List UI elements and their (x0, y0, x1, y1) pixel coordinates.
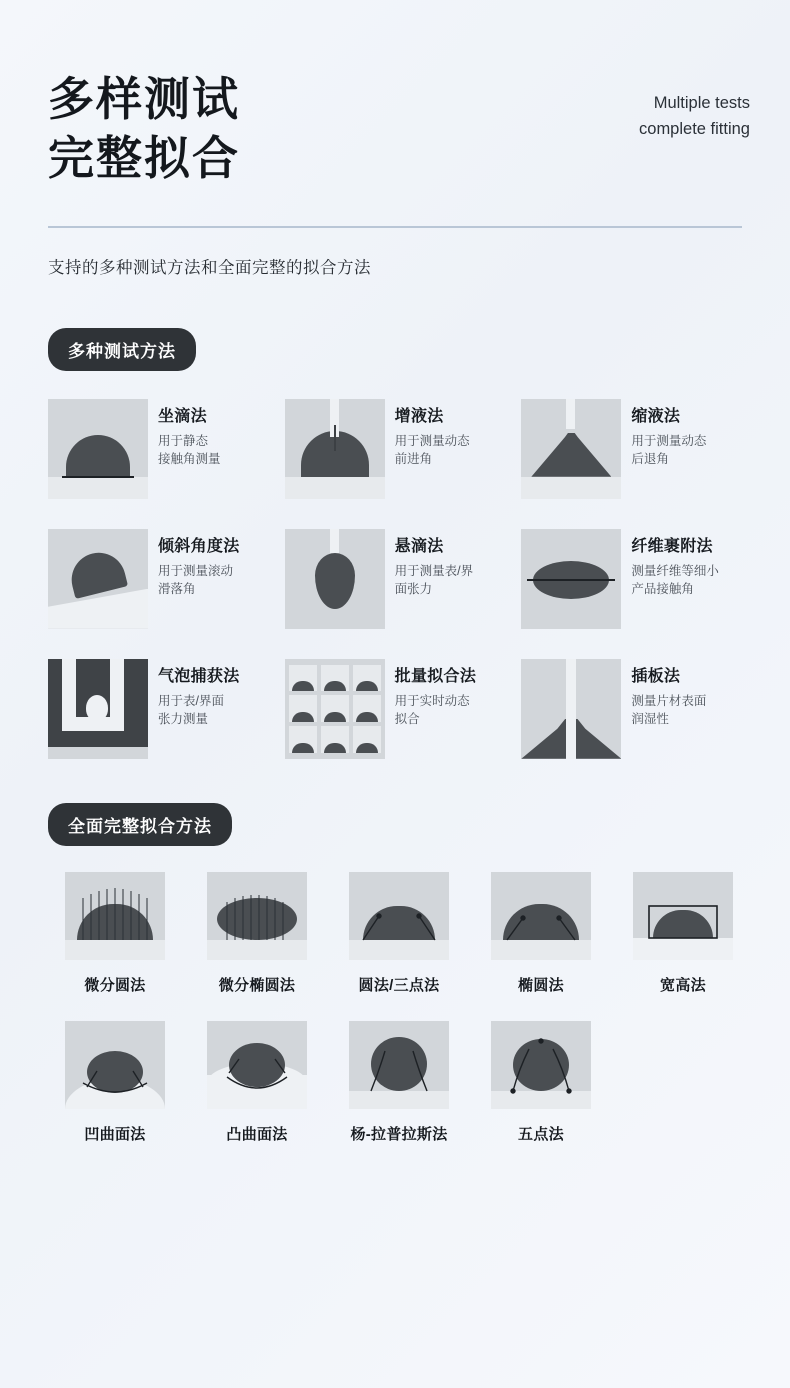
sessile-drop-icon (48, 399, 148, 499)
fitting-item[interactable] (332, 1021, 466, 1144)
method-desc-line-1: 用于表/界面 (158, 693, 224, 708)
method-item[interactable] (521, 529, 750, 629)
fitting-grid-row-2 (48, 1021, 750, 1144)
method-item[interactable] (48, 659, 277, 759)
fitting-label: 杨-拉普拉斯法 (350, 1125, 448, 1143)
fitting-item[interactable] (332, 872, 466, 995)
fitting-item[interactable] (190, 872, 324, 995)
five-point-icon (491, 1021, 591, 1109)
method-title: 悬滴法 (394, 537, 444, 555)
page-subtitle-line-1: Multiple tests (653, 94, 750, 112)
differential-circle-icon (65, 872, 165, 960)
lead-text: 支持的多种测试方法和全面完整的拟合方法 (48, 258, 371, 277)
method-desc-line-1: 用于测量动态 (394, 433, 470, 448)
fitting-pill-label: 全面完整拟合方法 (48, 803, 232, 846)
fitting-item[interactable] (48, 1021, 182, 1144)
method-item[interactable] (48, 399, 277, 499)
method-title: 批量拟合法 (394, 667, 477, 685)
method-text (395, 399, 470, 468)
differential-ellipse-icon (207, 872, 307, 960)
method-title: 坐滴法 (158, 407, 207, 425)
ellipse-icon (491, 872, 591, 960)
fitting-label: 五点法 (518, 1125, 564, 1143)
method-desc-line-2: 润湿性 (631, 711, 669, 726)
method-desc-line-1: 测量片材表面 (631, 693, 707, 708)
fitting-label: 微分椭圆法 (218, 976, 296, 994)
method-title: 倾斜角度法 (158, 537, 240, 555)
method-text (631, 529, 719, 598)
fitting-section-header (48, 803, 790, 846)
method-title: 增液法 (394, 407, 444, 425)
page-subtitle-english (639, 70, 750, 143)
method-text (158, 529, 240, 598)
method-text (158, 399, 221, 468)
method-title: 纤维裹附法 (631, 537, 713, 555)
method-item[interactable] (521, 659, 750, 759)
width-height-icon (633, 872, 733, 960)
plate-insert-icon (521, 659, 621, 759)
fitting-label: 凸曲面法 (226, 1125, 288, 1143)
method-desc-line-2: 接触角测量 (158, 451, 221, 466)
fitting-item[interactable] (190, 1021, 324, 1144)
fitting-label: 圆法/三点法 (358, 976, 440, 994)
advancing-drop-icon (285, 399, 385, 499)
methods-pill-label: 多种测试方法 (48, 328, 196, 371)
concave-surface-icon (65, 1021, 165, 1109)
method-title: 插板法 (631, 667, 681, 685)
pendant-drop-icon (285, 529, 385, 629)
method-desc-line-2: 拟合 (394, 711, 420, 726)
fitting-grid-row-1 (48, 872, 750, 995)
page-title-line-1: 多样测试 (48, 72, 240, 126)
fitting-item[interactable] (474, 1021, 608, 1144)
methods-grid (48, 399, 750, 759)
method-desc-line-1: 用于测量滚动 (158, 563, 234, 578)
method-title: 缩液法 (631, 407, 681, 425)
fiber-wrap-icon (521, 529, 621, 629)
method-text (158, 659, 240, 728)
page-subtitle-line-2: complete fitting (639, 120, 750, 139)
fitting-item[interactable] (474, 872, 608, 995)
method-text (395, 659, 477, 728)
method-desc-line-2: 张力测量 (158, 711, 209, 726)
fitting-label: 宽高法 (660, 976, 706, 994)
method-text (395, 529, 473, 598)
batch-fitting-icon (285, 659, 385, 759)
method-desc-line-1: 用于测量表/界 (394, 563, 474, 578)
page-header (0, 0, 790, 188)
method-desc-line-2: 产品接触角 (631, 581, 694, 596)
fitting-label: 微分圆法 (84, 976, 146, 994)
method-text (631, 659, 706, 728)
method-title: 气泡捕获法 (158, 667, 240, 685)
method-desc-line-1: 用于测量动态 (631, 433, 707, 448)
young-laplace-icon (349, 1021, 449, 1109)
convex-surface-icon (207, 1021, 307, 1109)
method-item[interactable] (285, 529, 514, 629)
method-desc-line-2: 后退角 (631, 451, 669, 466)
fitting-label: 凹曲面法 (84, 1125, 146, 1143)
page-title (48, 70, 240, 188)
receding-drop-icon (521, 399, 621, 499)
fitting-item[interactable] (48, 872, 182, 995)
method-desc-line-2: 前进角 (394, 451, 433, 466)
method-desc-line-1: 用于实时动态 (394, 693, 470, 708)
method-desc-line-1: 用于静态 (158, 433, 209, 448)
tilting-angle-icon (48, 529, 148, 629)
method-item[interactable] (285, 399, 514, 499)
method-desc-line-2: 滑落角 (158, 581, 196, 596)
method-item[interactable] (285, 659, 514, 759)
fitting-item[interactable] (616, 872, 750, 995)
header-divider (48, 226, 742, 228)
method-desc-line-1: 测量纤维等细小 (631, 563, 719, 578)
captive-bubble-icon (48, 659, 148, 759)
page-title-line-2: 完整拟合 (48, 130, 240, 185)
method-text (631, 399, 706, 468)
circle-three-point-icon (349, 872, 449, 960)
methods-section-header (48, 328, 790, 371)
method-item[interactable] (521, 399, 750, 499)
method-item[interactable] (48, 529, 277, 629)
method-desc-line-2: 面张力 (394, 581, 433, 596)
fitting-label: 椭圆法 (518, 976, 564, 994)
